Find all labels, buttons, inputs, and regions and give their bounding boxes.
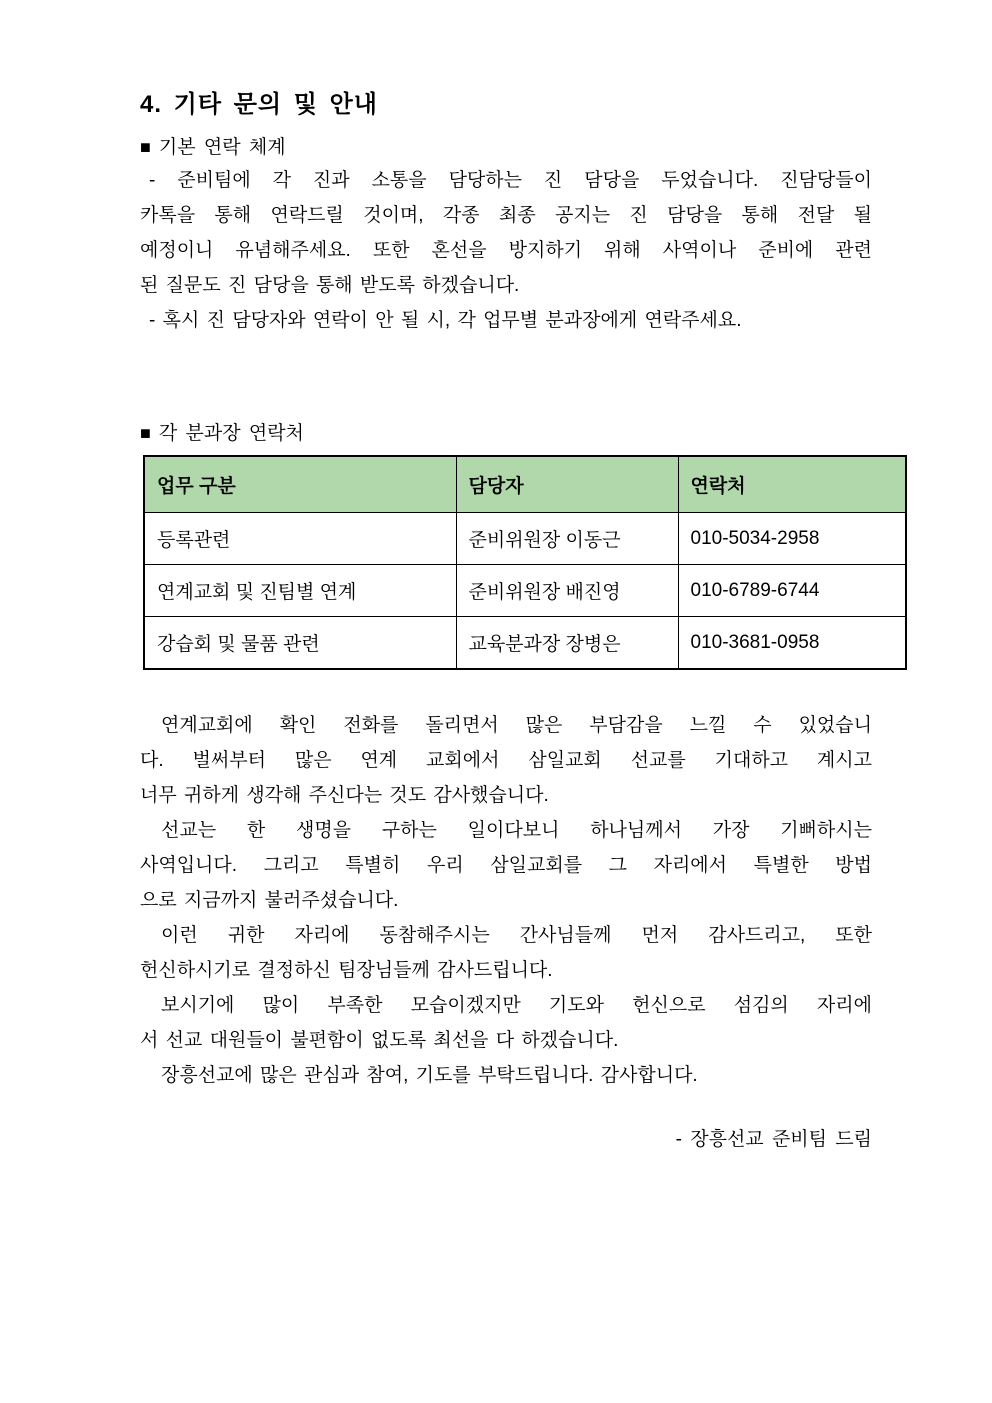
cell-task: 등록관련 [144, 513, 456, 565]
contact-table [143, 455, 907, 670]
page-title: 4. 기타 문의 및 안내 [140, 91, 378, 118]
table-header-person: 담당자 [456, 456, 678, 513]
cell-task: 강습회 및 물품 관련 [144, 617, 456, 670]
section-heading-label: 기본 연락 체계 [158, 137, 286, 158]
paragraph-line: 된 질문도 진 담당을 통해 받도록 하겠습니다. [140, 275, 520, 296]
paragraph-line: 보시기에 많이 부족한 모습이겠지만 기도와 헌신으로 섬김의 자리에 [161, 995, 872, 1016]
paragraph-line: - 혹시 진 담당자와 연락이 안 될 시, 각 업무별 분과장에게 연락주세요. [149, 310, 742, 331]
black-square-icon: ■ [140, 423, 151, 443]
basic-contact-paragraph [140, 163, 872, 338]
cell-person: 준비위원장 이동근 [456, 513, 678, 565]
table-header-task: 업무 구분 [144, 456, 456, 513]
paragraph-line: 예정이니 유념해주세요. 또한 혼선을 방지하기 위해 사역이나 준비에 관련 [140, 240, 872, 261]
paragraph-line: 장흥선교에 많은 관심과 참여, 기도를 부탁드립니다. 감사합니다. [161, 1065, 698, 1086]
paragraph-line: 서 선교 대원들이 불편함이 없도록 최선을 다 하겠습니다. [140, 1030, 619, 1051]
table-row [144, 617, 906, 670]
paragraph-line: 으로 지금까지 불러주셨습니다. [140, 890, 399, 911]
paragraph-line: 카톡을 통해 연락드릴 것이며, 각종 최종 공지는 진 담당을 통해 전달 될 [140, 205, 872, 226]
section-heading-label: 각 분과장 연락처 [158, 423, 304, 444]
paragraph-line: - 준비팀에 각 진과 소통을 담당하는 진 담당을 두었습니다. 진담당들이 [149, 170, 872, 191]
closing-paragraphs [140, 708, 872, 1093]
paragraph-line: 다. 벌써부터 많은 연계 교회에서 삼일교회 선교를 기대하고 계시고 [140, 750, 872, 771]
paragraph-line: 사역입니다. 그리고 특별히 우리 삼일교회를 그 자리에서 특별한 방법 [140, 855, 872, 876]
paragraph-line: 선교는 한 생명을 구하는 일이다보니 하나님께서 가장 기뻐하시는 [161, 820, 872, 841]
cell-person: 준비위원장 배진영 [456, 565, 678, 617]
paragraph-line: 헌신하시기로 결정하신 팀장님들께 감사드립니다. [140, 960, 553, 981]
table-row [144, 565, 906, 617]
table-row [144, 513, 906, 565]
table-header-row [144, 456, 906, 513]
paragraph-line: 너무 귀하게 생각해 주신다는 것도 감사했습니다. [140, 785, 549, 806]
section-heading-chief-contacts [140, 418, 304, 445]
signature: - 장흥선교 준비팀 드림 [675, 1129, 872, 1150]
cell-contact: 010-5034-2958 [678, 513, 906, 565]
cell-contact: 010-3681-0958 [678, 617, 906, 670]
black-square-icon: ■ [140, 137, 151, 157]
paragraph-line: 연계교회에 확인 전화를 돌리면서 많은 부담감을 느낄 수 있었습니 [161, 715, 872, 736]
cell-person: 교육분과장 장병은 [456, 617, 678, 670]
paragraph-line: 이런 귀한 자리에 동참해주시는 간사님들께 먼저 감사드리고, 또한 [161, 925, 872, 946]
section-heading-basic-contact [140, 132, 286, 159]
cell-task: 연계교회 및 진팀별 연계 [144, 565, 456, 617]
cell-contact: 010-6789-6744 [678, 565, 906, 617]
table-header-contact: 연락처 [678, 456, 906, 513]
